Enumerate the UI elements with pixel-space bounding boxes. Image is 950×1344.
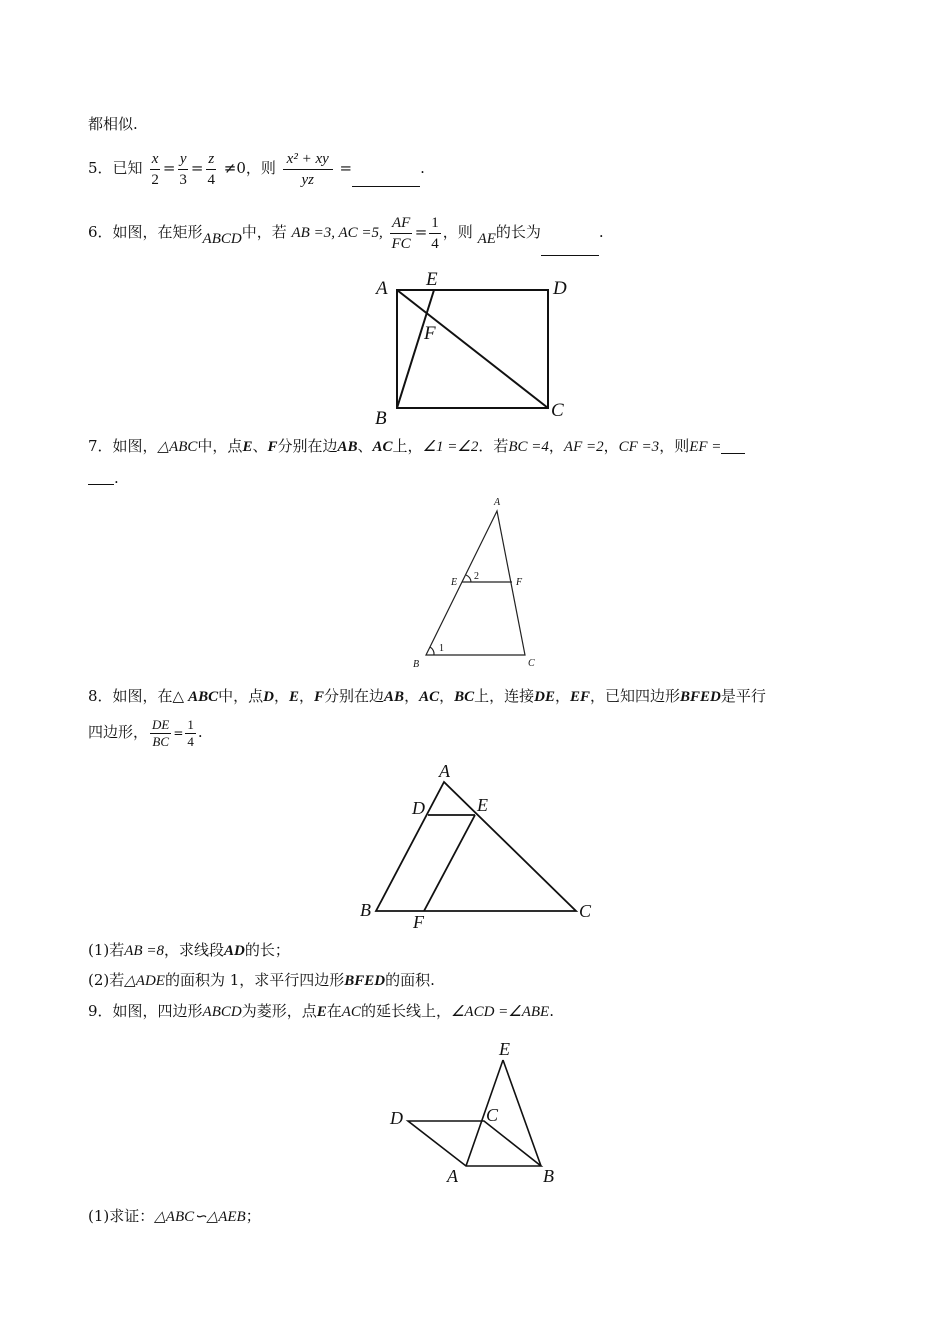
q7-label-1: 1 [439, 643, 444, 654]
q9-label-b: B [543, 1166, 554, 1186]
q8-label-b: B [360, 900, 371, 920]
question-8: 8．如图，在△ ABC中，点D，E，F分别在边AB，AC，BC上，连接DE，EF，已知四边形BFED是平行 [88, 687, 766, 705]
q7-label-2: 2 [474, 571, 479, 582]
q5-big-frac: $\frac{\text{x² + xy}}{yz}$ [283, 149, 333, 190]
q8-triangle-shape [376, 782, 576, 911]
q7-angle-condition: ∠1 =∠2 [422, 439, 479, 455]
q6-answer-blank[interactable] [541, 255, 599, 256]
q6-ae: AE [477, 231, 496, 247]
q6-label-d: D [553, 278, 567, 299]
q7-label-a: A [494, 497, 501, 508]
q6-frac-quarter: $\frac{1}{4}$ [431, 214, 439, 252]
q7-label-e: E [451, 577, 458, 588]
intro-line: 都相似. [88, 115, 138, 133]
q8-label-a: A [439, 761, 450, 781]
q9-rhombus [408, 1121, 541, 1166]
question-7: 7．如图，△ABC中，点E、F分别在边AB、AC上，∠1 =∠2．若BC =4，AF =2，CF =3，则EF = [88, 436, 745, 457]
q7-label-f: F [516, 577, 523, 588]
q9-angle-condition: ∠ACD =∠ABE [450, 1004, 550, 1020]
q8-segment-ef [424, 815, 475, 911]
q7-triangle-shape [426, 511, 525, 655]
q8-label-c: C [579, 901, 592, 921]
q6-segment-be [397, 290, 434, 408]
question-8-part-2: (2)若△ADE的面积为 1，求平行四边形BFED的面积. [88, 971, 435, 989]
q6-label-b: B [375, 408, 387, 429]
q7-label-b: B [413, 659, 420, 670]
q9-segment-ae [466, 1060, 503, 1166]
q5-answer-blank[interactable] [352, 186, 420, 187]
q6-condition: AB =3, AC =5, [291, 225, 383, 241]
q8-frac-quarter: $\frac{1}{4}$ [187, 716, 194, 749]
q6-rect-name: ABCD [202, 231, 242, 247]
q8-frac-de-bc: $\frac{DE}{BC}$ [152, 716, 170, 749]
q6-frac-af-fc: $\frac{AF}{FC}$ [391, 214, 411, 252]
q7-angle-2-arc [466, 575, 471, 582]
q7-angle-1-arc [430, 647, 434, 655]
question-9: 9．如图，四边形ABCD为菱形，点E在AC的延长线上，∠ACD =∠ABE. [88, 1002, 554, 1020]
q9-similarity: △ABC∽△AEB [154, 1209, 246, 1225]
q7-answer-blank-2[interactable] [88, 484, 114, 485]
q5-frac-x: $\frac{x}{2}$ [151, 150, 159, 188]
q7-triangle: △ABC [157, 439, 198, 455]
q6-label-c: C [551, 400, 564, 421]
q6-label-a: A [376, 278, 388, 299]
q7-label-c: C [528, 658, 535, 669]
q8-label-e: E [477, 795, 488, 815]
q9-segment-eb [503, 1060, 541, 1166]
question-6: 6．如图，在矩形ABCD中，若 AB =3, AC =5, $\frac{AF}{FC}$ = $\frac{1}{4}$ ，则 AE的长为 . [88, 212, 604, 259]
q6-label-e: E [426, 269, 438, 290]
q9-label-e: E [499, 1039, 510, 1059]
q6-label-f: F [424, 323, 436, 344]
question-7-cont: . [88, 468, 119, 488]
q5-number: 5．已知 [88, 159, 143, 177]
q5-frac-z: $\frac{z}{4}$ [207, 150, 215, 188]
q6-diagonal-ac [397, 290, 548, 408]
question-5: 5．已知 $\frac{x}{2}$ = $\frac{y}{3}$ = $\frac{z}{4}$ ≠0，则 $\frac{\text{x² + xy}}{yz}$ = . [88, 150, 425, 188]
question-8-part-1: (1)若AB =8，求线段AD的长； [88, 941, 290, 959]
q7-answer-blank-1[interactable] [721, 453, 745, 454]
q5-neq: ≠0，则 [223, 159, 276, 177]
q8-label-d: D [412, 798, 425, 818]
q9-label-d: D [390, 1108, 403, 1128]
q8-label-f: F [413, 912, 424, 932]
q9-label-a: A [447, 1166, 458, 1186]
question-9-part-1: (1)求证：△ABC∽△AEB； [88, 1207, 261, 1225]
q9-label-c: C [486, 1105, 499, 1125]
q6-rectangle [397, 290, 548, 408]
q5-frac-y: $\frac{y}{3}$ [179, 150, 187, 188]
question-8-cont: 四边形， $\frac{DE}{BC}$ = $\frac{1}{4}$ . [88, 716, 203, 749]
